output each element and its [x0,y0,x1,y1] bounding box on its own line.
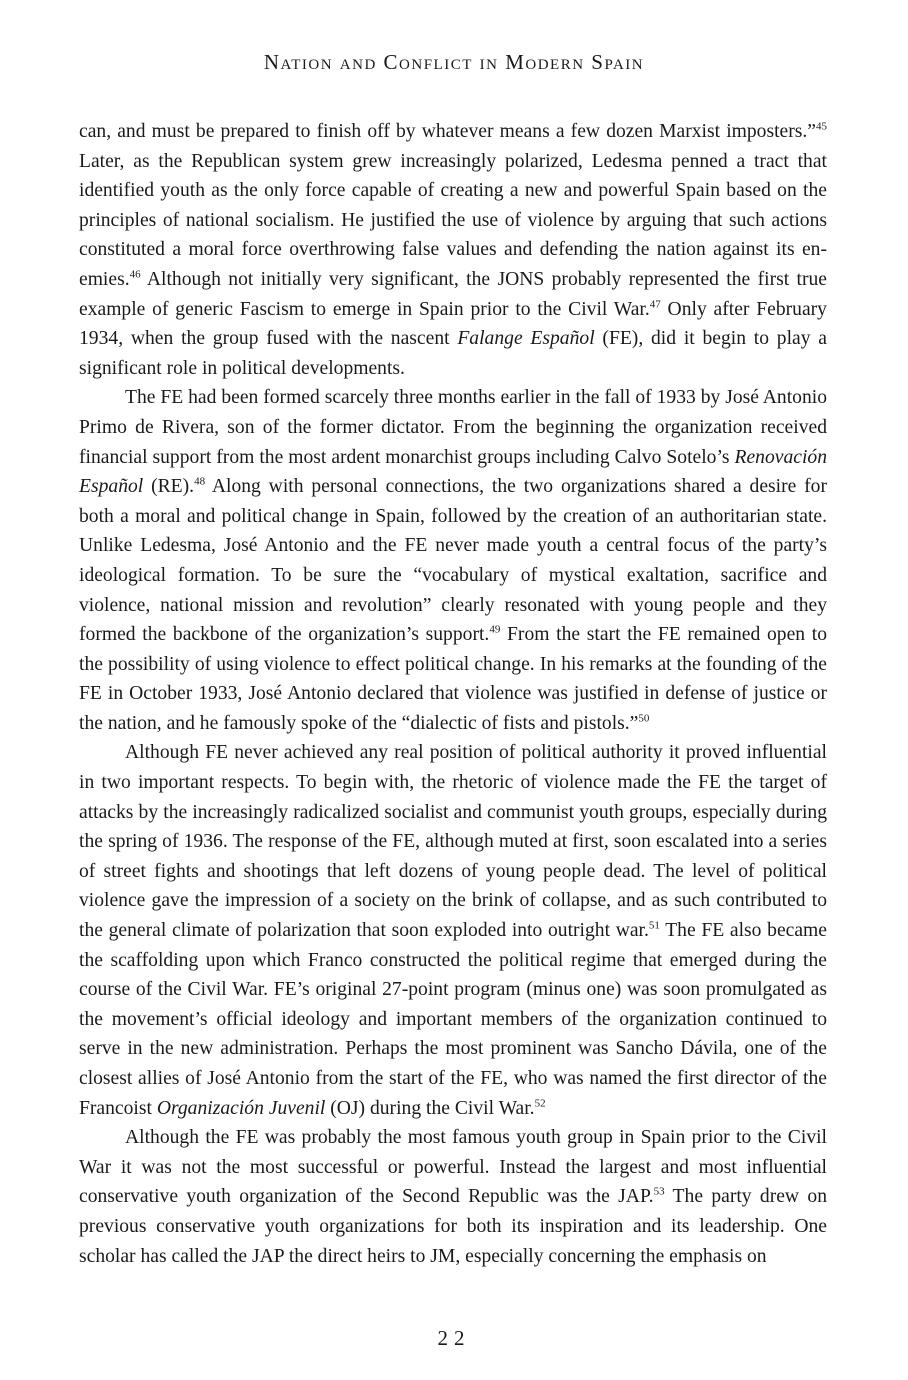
text-run: (FE), did it begin to play a significant role in political developments. [79,328,828,379]
footnote-marker: 50 [638,712,650,725]
text-run: From the start the FE remained open to the possibility of using violence to effect political change. In his remarks at the founding of the FE in October 1933, José Antonio declared that violence was justified in defense of justice or the nation, and he famously spoke of the “dialectic of fists and pistols.” [79,624,828,734]
footnote-marker: 52 [534,1097,546,1110]
page-number: 22 [437,1326,471,1350]
italic-title: Falange Español [457,328,595,350]
text-run: Later, as the Republican system grew increasingly polarized, Ledesma penned a tract that identified youth as the only force capable of creating a new and powerful Spain based on the principles of national socialism. He justified the use of violence by arguing that such actions constituted a moral force overthrowing false values and defending the nation against its enemies. [79,150,827,290]
footnote-marker: 48 [194,475,206,488]
paragraph-4 [79,1123,827,1271]
footnote-marker: 47 [649,298,661,311]
text-run: Along with personal connections, the two organizations shared a desire for both a moral and political change in Spain, followed by the creation of an authoritarian state. Unlike Ledesma, José Antonio and the FE never made youth a central focus of the party’s ideological formation. To be sure the “vocabulary of mystical exaltation, sacrifice and violence, national mission and revolution” clearly resonated with young people and they formed the backbone of the organization’s support. [79,476,827,646]
paragraph-3 [79,738,827,1123]
text-run: (OJ) during the Civil War. [325,1097,535,1119]
italic-title: Organización Juvenil [156,1097,326,1119]
text-run: Only after February 1934, when the group fused with the nascent [79,298,827,350]
paragraph-1 [79,117,827,383]
text-run: Although FE never achieved any real position of political authority it proved influential in two important respects. To begin with, the rhetoric of violence made the FE the target of attacks by the increasingly radicalized socialist and communist youth groups, especially during the spring of 1936. The response of the FE, although muted at first, soon escalated into a series of street fights and shootings that left dozens of young people dead. The level of political violence gave the impression of a society on the brink of collapse, and as such contributed to the general climate of polarization that soon exploded into outright war. [79,742,827,942]
text-run: Although not initially very significant, the JONS probably represented the first true example of generic Fascism to emerge in Spain prior to the Civil War. [79,268,827,320]
footnote-marker: 49 [489,623,501,636]
text-run: The FE also became the scaffolding upon which Franco constructed the political regime that emerged during the course of the Civil War. FE’s original 27-point program (minus one) was soon promulgated as the movement’s official ideology and important members of the organization continued to serve in the new administration. Perhaps the most prominent was Sancho Dávila, one of the closest allies of José Antonio from the start of the FE, who was named the first director of the Francoist [79,920,827,1119]
text-run: The FE had been formed scarcely three months earlier in the fall of 1933 by José Antonio Primo de Rivera, son of the former dictator. From the beginning the organization received financial support from the most ardent monarchist groups including Calvo Sotelo’s [79,387,827,468]
italic-title: Renovación Español [79,446,827,498]
footnote-marker: 51 [648,919,660,932]
footnote-marker: 45 [816,120,827,133]
running-head: Nation and Conflict in Modern Spain [263,50,645,74]
text-run: Although the FE was probably the most famous youth group in Spain prior to the Civil War it was not the most successful or powerful. Instead the largest and most influential conservative youth organization of the Second Republic was the JAP. [79,1127,827,1208]
footnote-marker: 53 [653,1185,665,1198]
text-run: The party drew on previous conservative youth organizations for both its inspiration and its leadership. One scholar has called the JAP the direct heirs to JM, especially concerning the emphasis on [79,1186,827,1267]
body-text [79,117,827,1271]
text-run: can, and must be prepared to finish off by whatever means a few dozen Marxist imposters.” [79,121,816,142]
paragraph-2 [79,383,827,738]
text-run: (RE). [143,476,195,498]
footnote-marker: 46 [129,268,141,281]
